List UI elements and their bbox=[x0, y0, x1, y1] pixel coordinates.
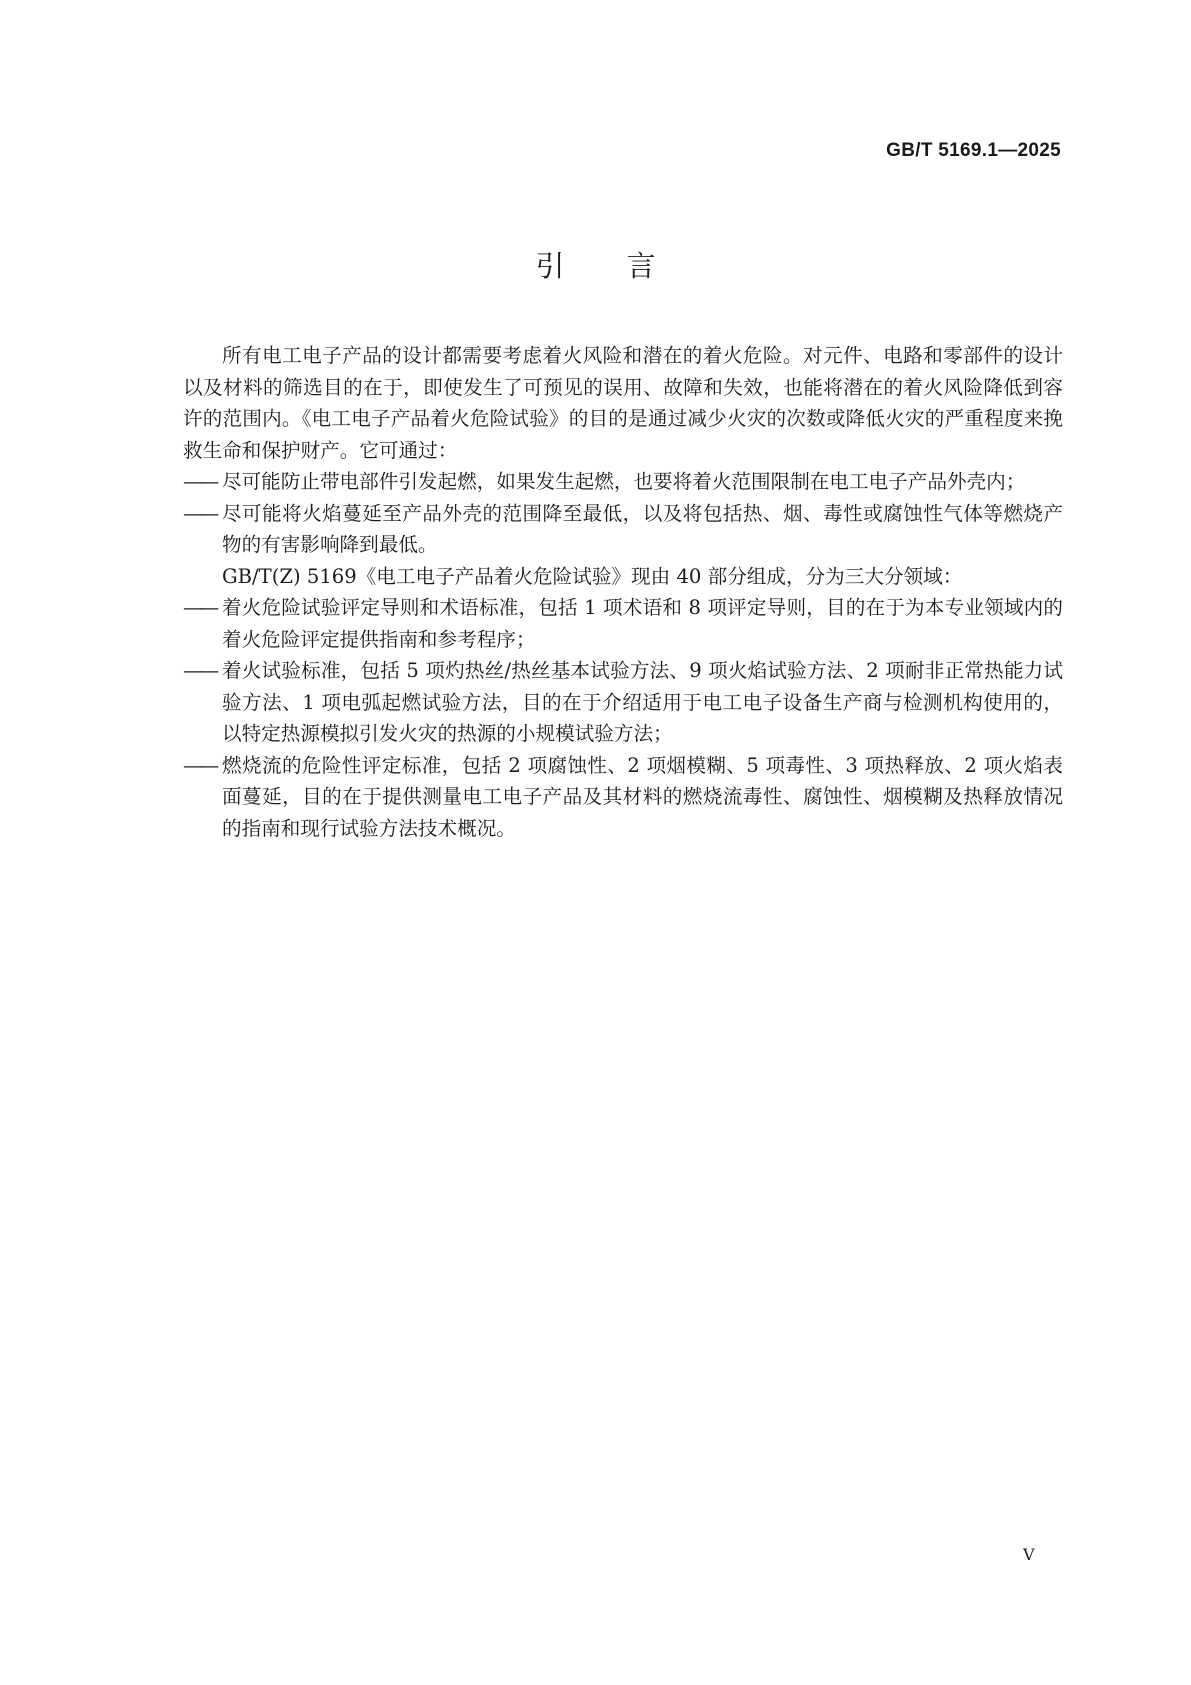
aim-item bbox=[183, 498, 1063, 561]
intro-paragraph: 所有电工电子产品的设计都需要考虑着火风险和潜在的着火危险。对元件、电路和零部件的设计以及材料的筛选目的在于，即使发生了可预见的误用、故障和失效，也能将潜在的着火风险降低到容许的范围内。《电工电子产品着火危险试验》的目的是通过减少火灾的次数或降低火灾的严重程度来挽救生命和保护财产。它可通过： bbox=[183, 344, 1063, 462]
page-title: 引言 bbox=[535, 249, 718, 283]
dash-marker: —— bbox=[183, 470, 217, 493]
dash-marker: —— bbox=[183, 596, 217, 619]
aim-item-text: 尽可能将火焰蔓延至产品外壳的范围降至最低，以及将包括热、烟、毒性或腐蚀性气体等燃烧产物的有害影响降到最低。 bbox=[222, 501, 1063, 556]
domain-item-text: 燃烧流的危险性评定标准，包括 2 项腐蚀性、2 项烟模糊、5 项毒性、3 项热释放、2 项火焰表面蔓延，目的在于提供测量电工电子产品及其材料的燃烧流毒性、腐蚀性、烟模糊及热释放情况的指南和现行试验方法技术概况。 bbox=[222, 753, 1063, 840]
page-number: V bbox=[1023, 1545, 1035, 1564]
domain-item bbox=[183, 750, 1063, 845]
composition-paragraph: GB/T(Z) 5169《电工电子产品着火危险试验》现由 40 部分组成，分为三大分领域： bbox=[222, 564, 963, 588]
dash-marker: —— bbox=[183, 501, 217, 525]
domain-item bbox=[183, 655, 1063, 750]
document-body bbox=[183, 340, 1063, 844]
dash-marker: —— bbox=[183, 753, 217, 777]
dash-marker: —— bbox=[183, 659, 217, 682]
aim-item bbox=[183, 466, 1063, 498]
standard-number: GB/T 5169.1—2025 bbox=[886, 140, 1061, 161]
domain-item-text: 着火试验标准，包括 5 项灼热丝/热丝基本试验方法、9 项火焰试验方法、2 项耐非正常热能力试验方法、1 项电弧起燃试验方法，目的在于介绍适用于电工电子设备生产商与检测机构使用的，以特定热源模拟引发火灾的热源的小规模试验方法； bbox=[222, 659, 1063, 745]
aim-item-text: 尽可能防止带电部件引发起燃，如果发生起燃，也要将着火范围限制在电工电子产品外壳内； bbox=[222, 470, 1026, 493]
domain-item bbox=[183, 592, 1063, 655]
domain-item-text: 着火危险试验评定导则和术语标准，包括 1 项术语和 8 项评定导则，目的在于为本专业领域内的着火危险评定提供指南和参考程序； bbox=[222, 596, 1063, 651]
